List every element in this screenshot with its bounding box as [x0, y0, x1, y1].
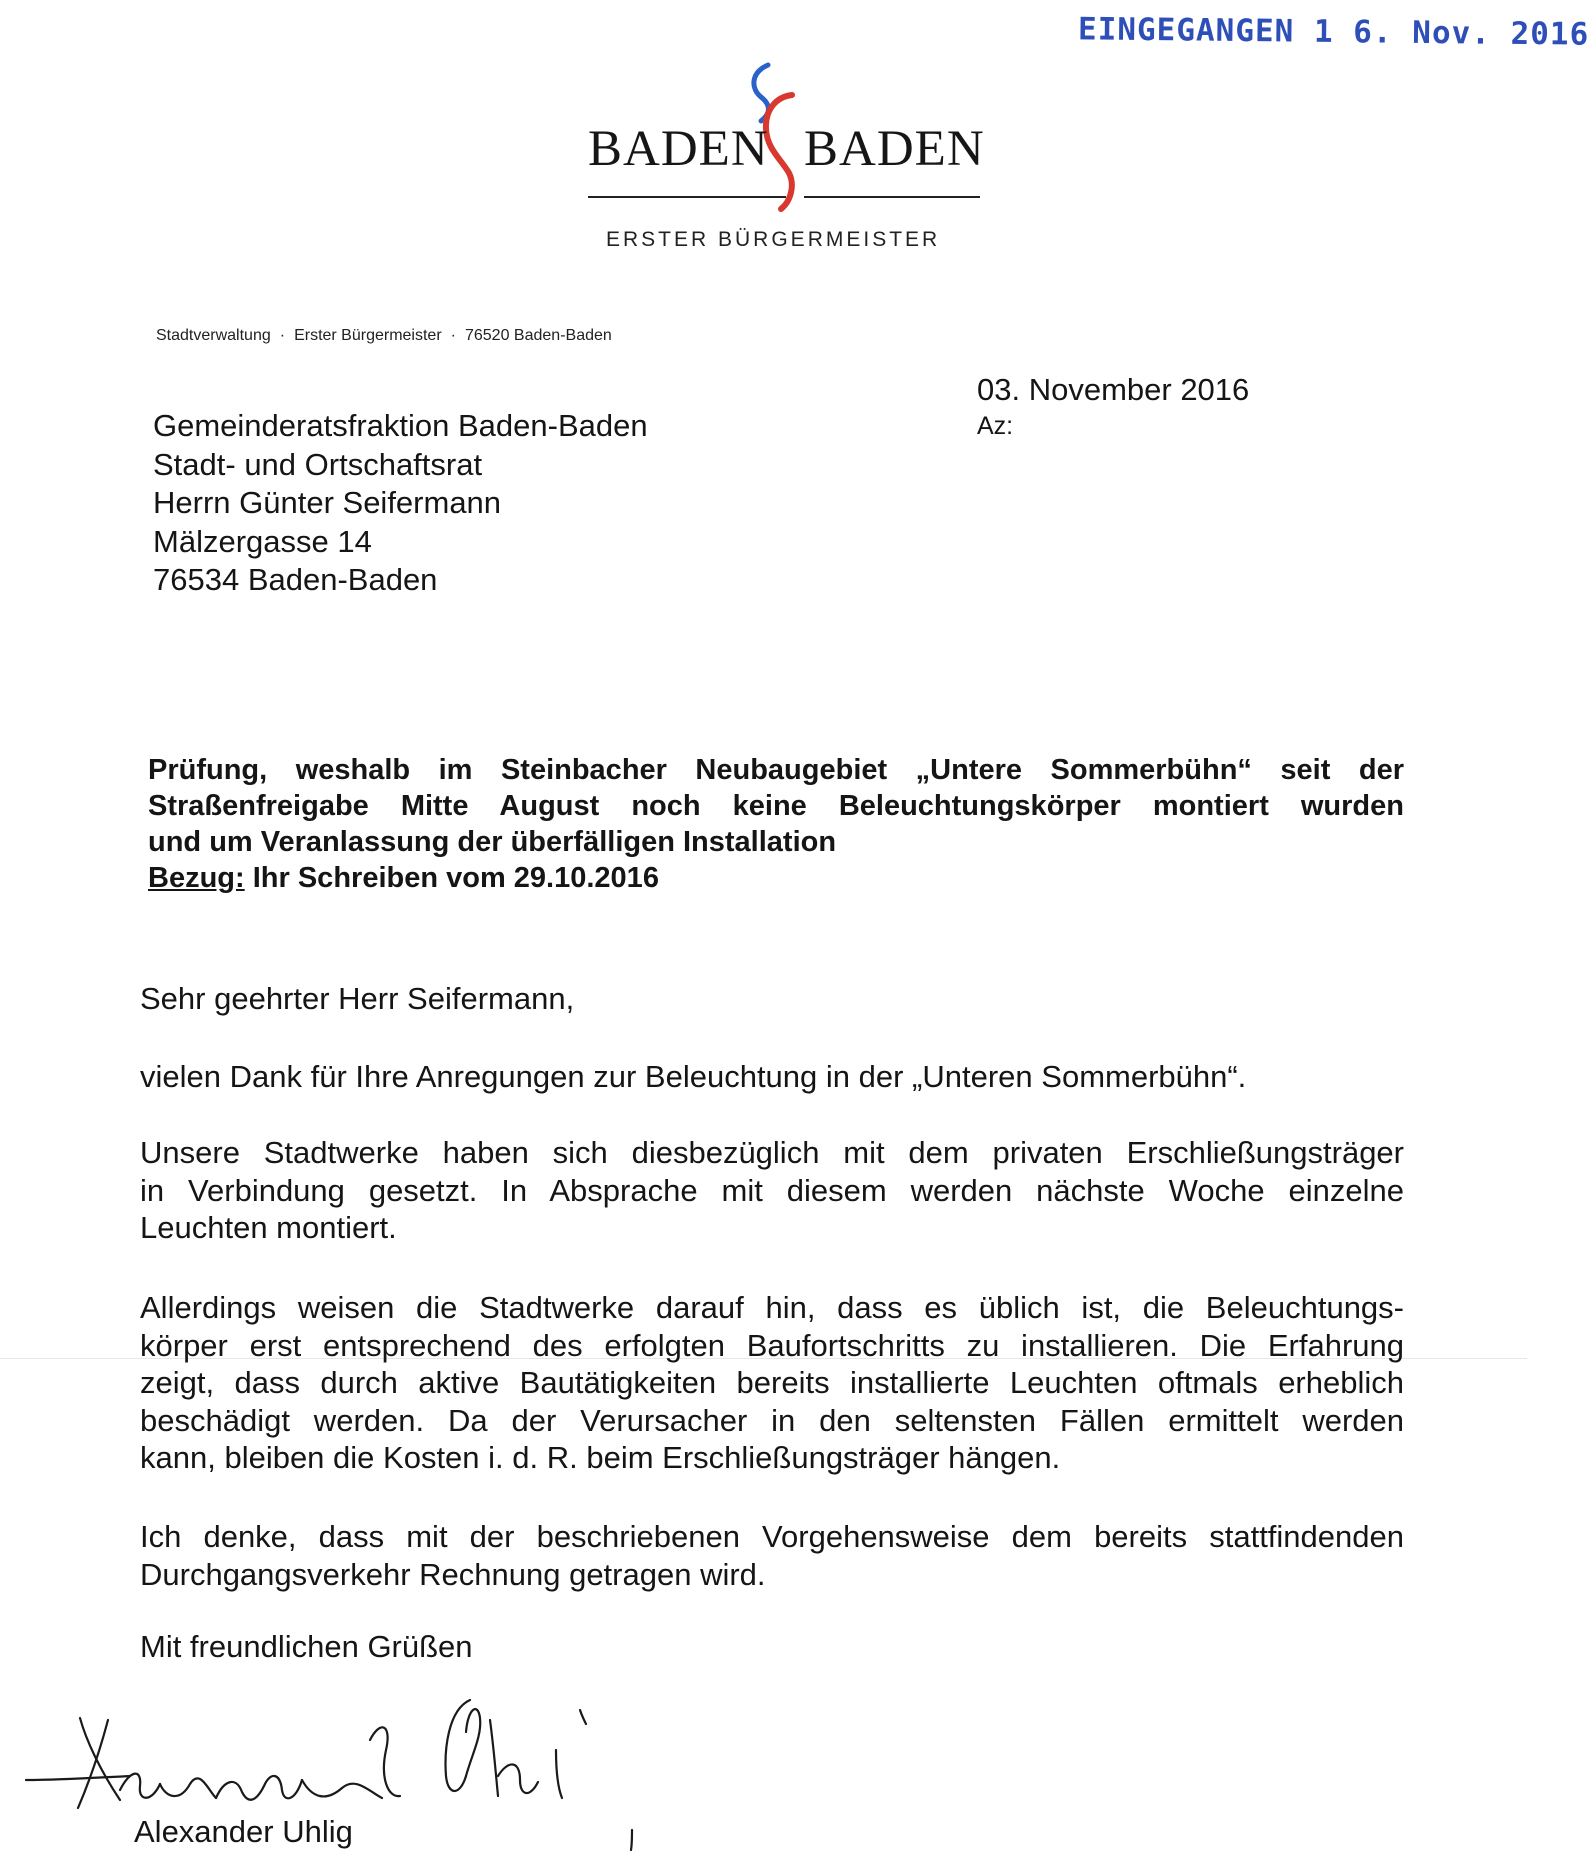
sender-part-2: Erster Bürgermeister	[294, 327, 442, 344]
logo-word-right: BADEN	[804, 121, 985, 177]
received-stamp: EINGEGANGEN 1 6. Nov. 2016	[1077, 11, 1589, 53]
logo-subtitle: ERSTER BÜRGERMEISTER	[606, 228, 941, 251]
logo-underline-left	[588, 196, 786, 198]
paragraph-4	[140, 1518, 1404, 1593]
paragraph-line: beschädigt werden. Da der Verursacher in den seltensten Fällen ermittelt werden	[140, 1402, 1404, 1438]
paragraph-line: körper erst entsprechend des erfolgten Baufortschritts zu installieren. Die Erfahrung	[140, 1327, 1404, 1363]
logo-word-left: BADEN	[588, 121, 769, 177]
sender-line	[156, 327, 612, 345]
paragraph-3	[140, 1289, 1404, 1477]
recipient-line: Stadt- und Ortschaftsrat	[153, 446, 483, 482]
paragraph-line: zeigt, dass durch aktive Bautätigkeiten bereits installierte Leuchten oftmals erheblich	[140, 1365, 1404, 1400]
subject-line: Prüfung, weshalb im Steinbacher Neubaugebiet „Untere Sommerbühn“ seit der	[148, 754, 1404, 786]
signer-name: Alexander Uhlig	[134, 1814, 353, 1849]
salutation-text: Sehr geehrter Herr Seifermann,	[140, 981, 575, 1016]
recipient-line: Herrn Günter Seifermann	[153, 485, 502, 520]
logo-underline-right	[804, 196, 980, 198]
paragraph-line: Allerdings weisen die Stadtwerke darauf hin, dass es üblich ist, die Beleuchtungs-	[140, 1290, 1404, 1325]
recipient-address	[153, 407, 648, 600]
reference-text: Ihr Schreiben vom 29.10.2016	[244, 862, 659, 894]
subject-line: und um Veranlassung der überfälligen Installation	[148, 826, 837, 858]
closing-text: Mit freundlichen Grüßen	[140, 1629, 473, 1664]
paragraph-1	[140, 1058, 1404, 1096]
closing	[140, 1628, 1404, 1666]
subject-reference	[148, 860, 1404, 896]
paragraph-line: in Verbindung gesetzt. In Absprache mit diesem werden nächste Woche einzelne	[140, 1172, 1404, 1208]
paragraph-line: Durchgangsverkehr Rechnung getragen wird.	[140, 1556, 766, 1592]
recipient-line: 76534 Baden-Baden	[153, 562, 438, 597]
subject-line: Straßenfreigabe Mitte August noch keine Beleuchtungskörper montiert wurden	[148, 790, 1404, 822]
paragraph-2	[140, 1134, 1404, 1247]
recipient-line: Mälzergasse 14	[153, 523, 372, 559]
paragraph-line: Ich denke, dass mit der beschriebenen Vorgehensweise dem bereits stattfindenden	[140, 1519, 1404, 1554]
paragraph-line: kann, bleiben die Kosten i. d. R. beim Erschließungsträger hängen.	[140, 1440, 1061, 1475]
letter-date: 03. November 2016	[977, 372, 1250, 407]
paragraph-line: Leuchten montiert.	[140, 1210, 397, 1245]
salutation	[140, 980, 1404, 1018]
sender-separator: ·	[450, 327, 456, 344]
sender-part-1: Stadtverwaltung	[156, 327, 271, 344]
sender-part-3: 76520 Baden-Baden	[464, 327, 612, 344]
sender-separator: ·	[279, 327, 286, 344]
recipient-line: Gemeinderatsfraktion Baden-Baden	[153, 408, 648, 443]
file-reference-label: Az:	[977, 412, 1014, 440]
reference-label: Bezug:	[148, 862, 245, 894]
subject-block	[148, 752, 1404, 896]
paragraph-line: Unsere Stadtwerke haben sich diesbezüglich mit dem privaten Erschließungsträger	[140, 1135, 1404, 1170]
paragraph-line: vielen Dank für Ihre Anregungen zur Beleuchtung in der „Unteren Sommerbühn“.	[140, 1059, 1247, 1094]
